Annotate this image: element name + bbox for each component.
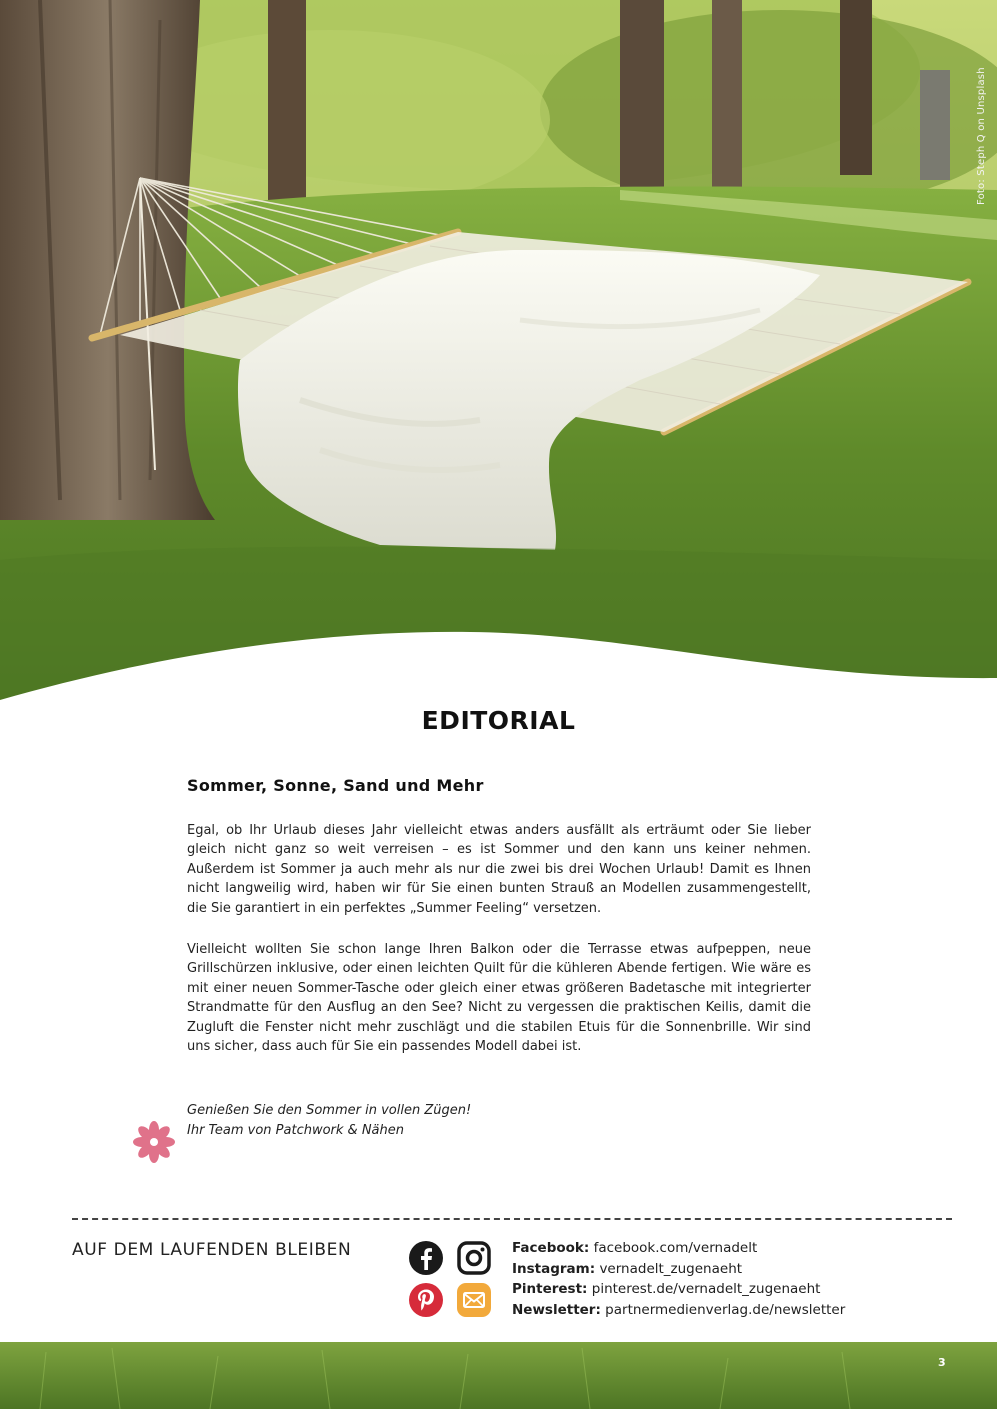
body-paragraph-2: Vielleicht wollten Sie schon lange Ihren Balkon oder die Terrasse etwas aufpeppen, neue Grillschürzen inklusive, oder einen leichten Quilt für die kühleren Abende fertigen. Wie wäre es mit einer neuen Sommer-Tasche oder gleich einer etwas größeren Badetasche mit integrierter Strandmatte für den Ausflug an den See? Nicht zu vergessen die praktischen Keilis, damit die Zugluft die Fenster nicht mehr zuschlägt und die stabilen Etuis für die Sonnenbrille. Wir sind uns sicher, dass auch für Sie ein passendes Modell dabei ist. [187, 942, 811, 1055]
social-row-newsletter[interactable]: Newsletter: partnermedienverlag.de/newsletter [512, 1301, 846, 1318]
mail-icon[interactable] [456, 1282, 492, 1318]
instagram-icon[interactable] [456, 1240, 492, 1276]
social-row-instagram[interactable]: Instagram: vernadelt_zugenaeht [512, 1260, 743, 1277]
newsletter-link[interactable]: partnermedienverlag.de/newsletter [605, 1301, 846, 1318]
sign-off [187, 1101, 471, 1141]
dashed-divider [72, 1218, 952, 1220]
pinterest-icon[interactable] [408, 1282, 444, 1318]
sign-off-line-1: Genießen Sie den Sommer in vollen Zügen! [187, 1103, 472, 1118]
page-title: EDITORIAL [421, 706, 576, 735]
footer-grass-strip [0, 1342, 997, 1409]
social-links [512, 1238, 845, 1320]
instagram-link[interactable]: vernadelt_zugenaeht [599, 1260, 743, 1277]
facebook-link[interactable]: facebook.com/vernadelt [593, 1240, 758, 1256]
body-paragraph-1: Egal, ob Ihr Urlaub dieses Jahr vielleicht etwas anders ausfällt als erträumt oder Sie lieber gleich nicht ganz so weit verreisen – es ist Sommer und den kann uns keiner nehmen. Außerdem ist Sommer ja auch mehr als nur die zwei bis drei Wochen Urlaub! Damit es Ihnen nicht langweilig wird, haben wir für Sie einen bunten Strauß an Modellen zusammengestellt, die Sie garantiert in ein perfektes „Summer Feeling“ versetzen. [187, 823, 811, 916]
sign-off-line-2: Ihr Team von Patchwork & Nähen [187, 1123, 404, 1138]
article-subtitle: Sommer, Sonne, Sand und Mehr [187, 776, 484, 795]
stay-updated-heading: AUF DEM LAUFENDEN BLEIBEN [72, 1240, 352, 1260]
social-row-facebook[interactable]: Facebook: facebook.com/vernadelt [512, 1240, 758, 1256]
page-number: 3 [938, 1356, 946, 1369]
flower-icon [132, 1120, 176, 1164]
photo-credit: Foto: Steph Q on Unsplash [976, 67, 987, 205]
pinterest-link[interactable]: pinterest.de/vernadelt_zugenaeht [591, 1281, 821, 1297]
facebook-icon[interactable] [408, 1240, 444, 1276]
social-row-pinterest[interactable]: Pinterest: pinterest.de/vernadelt_zugenaeht [512, 1281, 821, 1297]
